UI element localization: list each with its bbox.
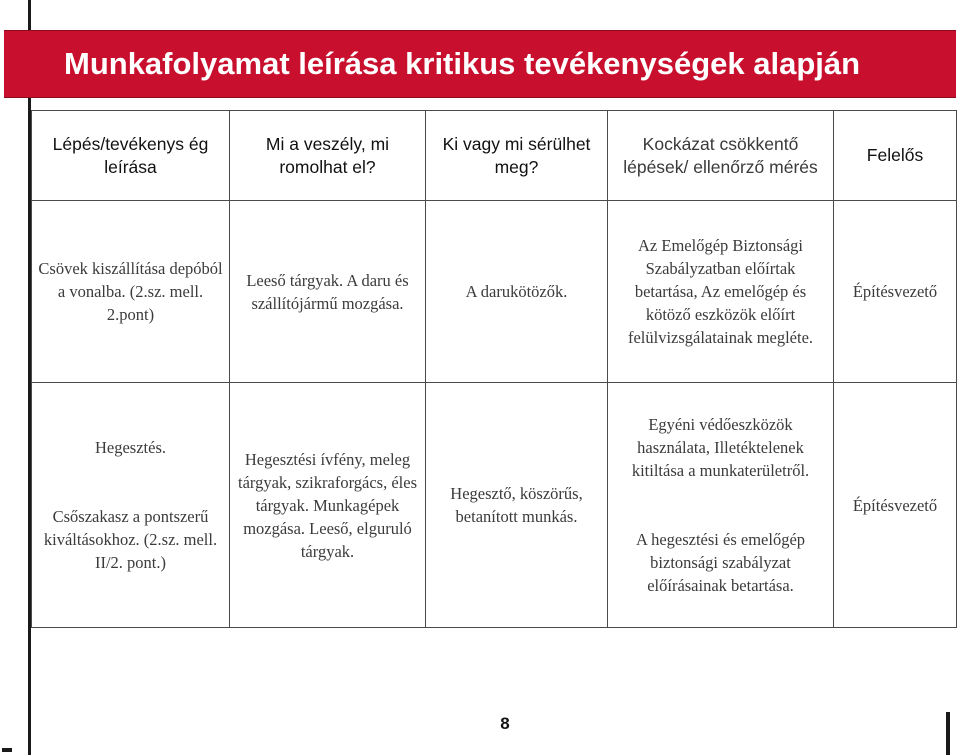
header-step: Lépés/tevékenys ég leírása bbox=[32, 111, 230, 201]
cell-hazard: Leeső tárgyak. A daru és szállítójármű mozgása. bbox=[230, 201, 426, 383]
cell-who: Hegesztő, köszörűs, betanított munkás. bbox=[426, 383, 608, 628]
cell-step bbox=[32, 383, 230, 628]
step-title: Hegesztés. bbox=[94, 438, 166, 457]
cell-responsible: Építésvezető bbox=[834, 383, 957, 628]
cell-measure: Az Emelőgép Biztonsági Szabályzatban előírtak betartása, Az emelőgép és kötöző eszközök előírt felülvizsgálatainak megléte. bbox=[608, 201, 834, 383]
right-margin-rule bbox=[946, 712, 950, 755]
title-bar bbox=[4, 30, 956, 98]
cell-hazard: Hegesztési ívfény, meleg tárgyak, szikraforgács, éles tárgyak. Munkagépek mozgása. Leeső, elguruló tárgyak. bbox=[230, 383, 426, 628]
measure-rules: A hegesztési és emelőgép biztonsági szabályzat előírásainak betartása. bbox=[635, 530, 806, 595]
header-row bbox=[32, 111, 957, 201]
table-row bbox=[32, 201, 957, 383]
cell-measure bbox=[608, 383, 834, 628]
cell-responsible: Építésvezető bbox=[834, 201, 957, 383]
risk-table bbox=[31, 110, 957, 628]
page-number: 8 bbox=[500, 714, 510, 733]
header-hazard: Mi a veszély, mi romolhat el? bbox=[230, 111, 426, 201]
cell-who: A darukötözők. bbox=[426, 201, 608, 383]
header-responsible: Felelős bbox=[834, 111, 957, 201]
corner-mark bbox=[2, 748, 12, 752]
cell-step: Csövek kiszállítása depóból a vonalba. (2.sz. mell. 2.pont) bbox=[32, 201, 230, 383]
table-row bbox=[32, 383, 957, 628]
header-who: Ki vagy mi sérülhet meg? bbox=[426, 111, 608, 201]
step-detail: Csőszakasz a pontszerű kiváltásokhoz. (2.sz. mell. II/2. pont.) bbox=[43, 507, 218, 572]
measure-ppe: Egyéni védőeszközök használata, Illetéktelenek kitiltása a munkaterületről. bbox=[631, 415, 810, 480]
header-measure: Kockázat csökkentő lépések/ ellenőrző mérés bbox=[608, 111, 834, 201]
page-title: Munkafolyamat leírása kritikus tevékenységek alapján bbox=[64, 46, 861, 81]
